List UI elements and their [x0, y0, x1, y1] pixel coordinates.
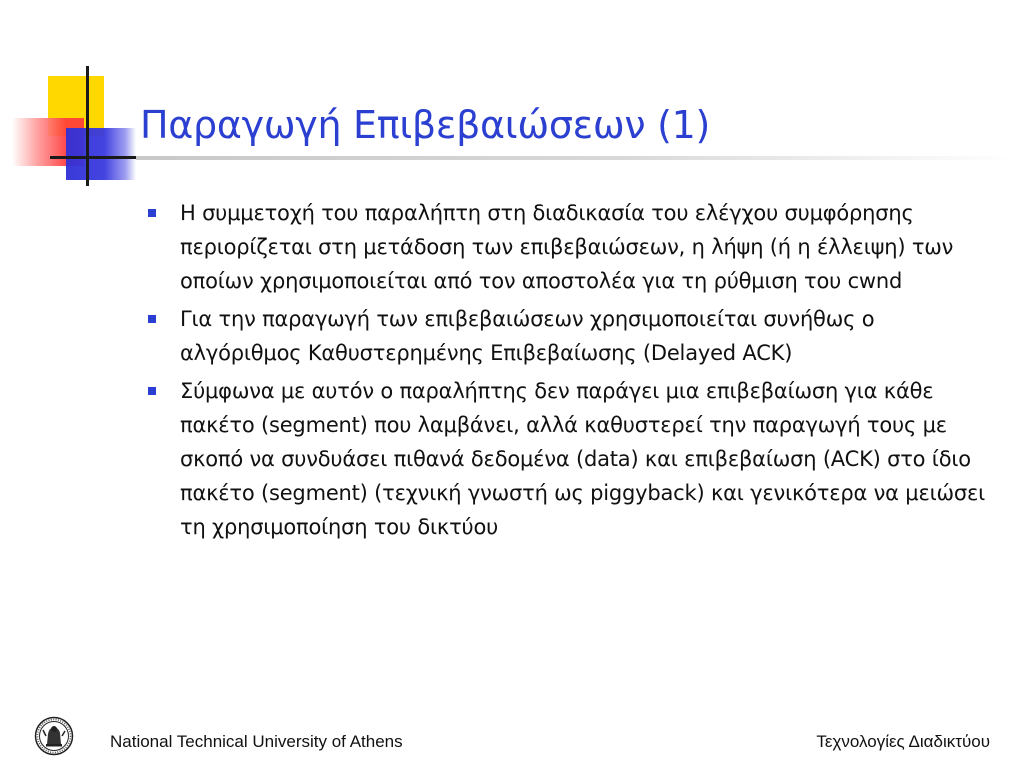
- slide-title: Παραγωγή Επιβεβαιώσεων (1): [140, 103, 711, 147]
- square-bullet-icon: [148, 387, 156, 395]
- square-bullet-icon: [148, 315, 156, 323]
- university-seal-icon: [34, 716, 74, 756]
- bullet-item: [144, 374, 1000, 544]
- bullet-list: [144, 196, 1000, 548]
- bullet-text: Για την παραγωγή των επιβεβαιώσεων χρησιμοποιείται συνήθως ο αλγόριθμος Καθυστερημένης Επιβεβαίωσης (Delayed ACK): [180, 307, 875, 365]
- blue-gradient-decoration: [66, 128, 136, 180]
- vertical-line-decoration: [86, 66, 89, 186]
- horizontal-line-decoration: [50, 156, 146, 159]
- bullet-item: [144, 302, 1000, 370]
- footer-course-title: Τεχνολογίες Διαδικτύου: [816, 732, 990, 751]
- square-bullet-icon: [148, 209, 156, 217]
- bullet-text: Σύμφωνα με αυτόν ο παραλήπτης δεν παράγει μια επιβεβαίωση για κάθε πακέτο (segment) που λαμβάνει, αλλά καθυστερεί την παραγωγή τους με σκοπό να συνδυάσει πιθανά δεδομένα (data) και επιβεβαίωση (ACK) στο ίδιο πακέτο (segment) (τεχνική γνωστή ως piggyback) και γενικότερα να μειώσει τη χρησιμοποίηση του δικτύου: [180, 379, 986, 539]
- footer-institution: National Technical University of Athens: [110, 732, 403, 751]
- title-underline: [136, 156, 1016, 160]
- bullet-item: [144, 196, 1000, 298]
- bullet-text: Η συμμετοχή του παραλήπτη στη διαδικασία του ελέγχου συμφόρησης περιορίζεται στη μετάδοση των επιβεβαιώσεων, η λήψη (ή η έλλειψη) των οποίων χρησιμοποιείται από τον αποστολέα για τη ρύθμιση του cwnd: [180, 201, 954, 293]
